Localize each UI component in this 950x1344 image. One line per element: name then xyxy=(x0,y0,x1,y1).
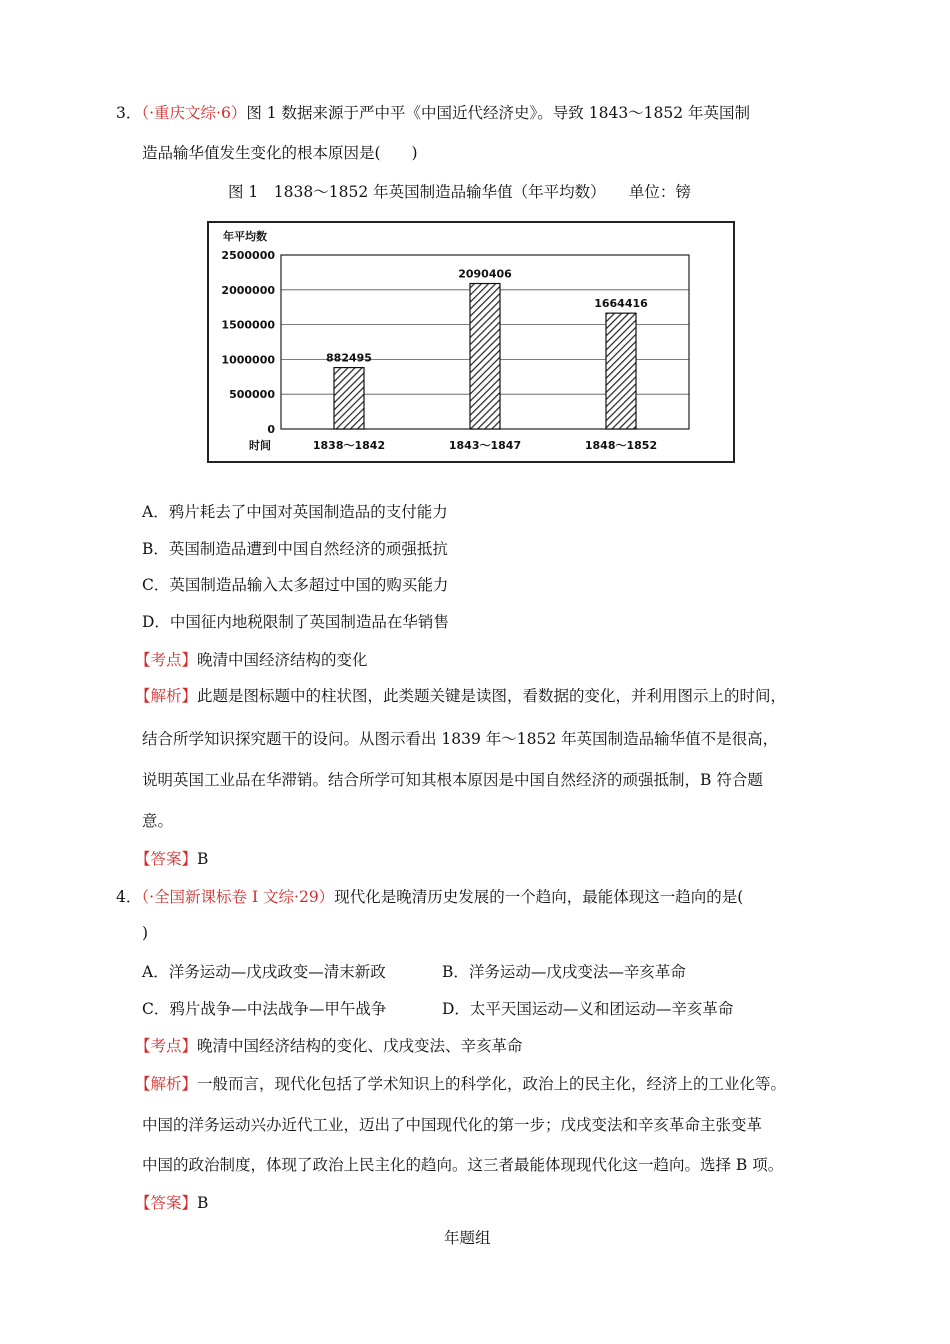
q3-kaodian xyxy=(135,648,368,670)
bars xyxy=(334,284,636,429)
q3-stem-line-1: 图 1 数据来源于严中平《中国近代经济史》。导致 1843～1852 年英国制 xyxy=(246,104,751,122)
q4-jiexi-line-2: 中国的洋务运动兴办近代工业，迈出了中国现代化的第一步；戊戌变法和辛亥革命主张变革 xyxy=(142,1116,763,1134)
y-axis-title: 年平均数 xyxy=(223,230,267,243)
kaodian-tag: 【考点】 xyxy=(135,1037,198,1055)
y-tick-label: 2500000 xyxy=(221,249,275,262)
q3-option-b: B．英国制造品遭到中国自然经济的顽强抵抗 xyxy=(142,540,448,558)
q3-option-a: A．鸦片耗去了中国对英国制造品的支付能力 xyxy=(142,503,448,521)
q4-heading xyxy=(116,885,743,907)
x-tick-label: 1848～1852 xyxy=(584,439,658,452)
y-tick-label: 500000 xyxy=(229,388,275,402)
q4-option-b: B．洋务运动—戊戌变法—辛亥革命 xyxy=(442,963,686,981)
x-tick-label: 1843～1847 xyxy=(448,439,522,452)
q3-answer xyxy=(135,847,208,869)
answer-text: B xyxy=(197,850,209,868)
bar-value-label: 2090406 xyxy=(458,267,512,281)
q4-stem-line-2: ) xyxy=(142,924,149,942)
y-tick-label: 0 xyxy=(267,423,275,436)
bar-chart xyxy=(207,221,735,463)
bar-chart-svg xyxy=(209,223,733,461)
q3-jiexi-line-2: 结合所学知识探究题干的设问。从图示看出 1839 年～1852 年英国制造品输华值不是很高， xyxy=(142,730,779,748)
x-tick-label: 1838～1842 xyxy=(312,439,386,452)
bar-value-label: 1664416 xyxy=(594,297,648,311)
q3-heading xyxy=(116,101,750,123)
jiexi-text: 一般而言，现代化包括了学术知识上的科学化，政治上的民主化，经济上的工业化等。 xyxy=(197,1075,787,1093)
jiexi-tag: 【解析】 xyxy=(135,1075,198,1093)
bar xyxy=(334,368,364,429)
answer-tag: 【答案】 xyxy=(135,850,198,868)
jiexi-text: 此题是图标题中的柱状图，此类题关键是读图，看数据的变化，并利用图示上的时间， xyxy=(197,687,787,705)
q4-number: 4． xyxy=(116,888,142,906)
q3-number: 3． xyxy=(116,104,142,122)
kaodian-text: 晚清中国经济结构的变化、戊戌变法、辛亥革命 xyxy=(197,1037,523,1055)
answer-text: B xyxy=(197,1194,209,1212)
q4-source: （·全国新课标卷 I 文综·29） xyxy=(141,888,335,906)
q4-kaodian xyxy=(135,1034,523,1056)
q3-option-c: C．英国制造品输入太多超过中国的购买能力 xyxy=(142,576,449,594)
figure-caption: 图 1 1838～1852 年英国制造品输华值（年平均数） 单位：镑 xyxy=(228,183,691,201)
kaodian-text: 晚清中国经济结构的变化 xyxy=(197,651,368,669)
answer-tag: 【答案】 xyxy=(135,1194,198,1212)
bar-value-label: 882495 xyxy=(326,351,372,365)
q3-jiexi-line-4: 意。 xyxy=(142,812,174,830)
footer-group-title: 年题组 xyxy=(444,1229,491,1247)
q4-option-c: C．鸦片战争—中法战争—甲午战争 xyxy=(142,1000,387,1018)
q4-jiexi-line-3: 中国的政治制度，体现了政治上民主化的趋向。这三者最能体现现代化这一趋向。选择 B 项。 xyxy=(142,1156,784,1174)
y-tick-label: 2000000 xyxy=(221,283,275,297)
q3-option-d: D．中国征内地税限制了英国制造品在华销售 xyxy=(142,613,449,631)
jiexi-tag: 【解析】 xyxy=(135,687,198,705)
q4-jiexi-line-1 xyxy=(135,1072,786,1094)
q3-jiexi-line-1 xyxy=(135,684,786,706)
q4-option-d: D．太平天国运动—义和团运动—辛亥革命 xyxy=(442,1000,734,1018)
y-tick-labels xyxy=(221,249,275,436)
y-tick-label: 1500000 xyxy=(221,318,275,332)
q3-jiexi-line-3: 说明英国工业品在华滞销。结合所学可知其根本原因是中国自然经济的顽强抵制，B 符合题 xyxy=(142,771,763,789)
q4-answer xyxy=(135,1191,208,1213)
x-axis-title: 时间 xyxy=(249,439,271,452)
bar xyxy=(606,313,636,429)
x-tick-labels xyxy=(313,439,657,452)
q3-source: （·重庆文综·6） xyxy=(141,104,247,122)
q3-stem-line-2: 造品输华值发生变化的根本原因是( ) xyxy=(142,144,418,162)
y-tick-label: 1000000 xyxy=(221,353,275,367)
q4-stem-line-1: 现代化是晚清历史发展的一个趋向，最能体现这一趋向的是( xyxy=(334,888,744,906)
bar xyxy=(470,284,500,429)
kaodian-tag: 【考点】 xyxy=(135,651,198,669)
q4-option-a: A．洋务运动—戊戌政变—清末新政 xyxy=(142,963,386,981)
